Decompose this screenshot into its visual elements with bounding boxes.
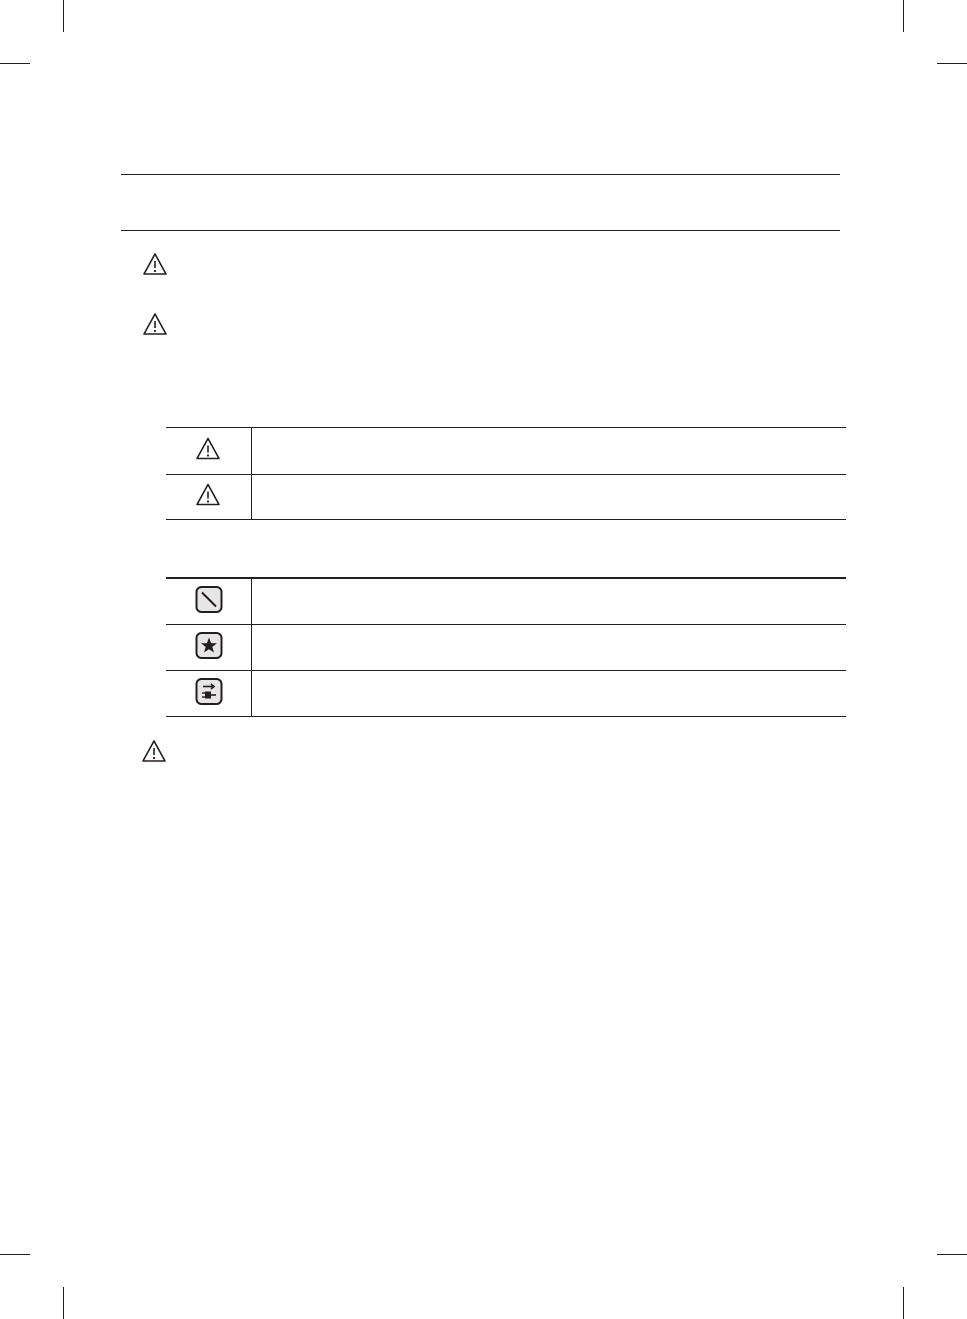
header-rule-bottom [121,230,840,231]
table-icon-cell [166,428,252,474]
table-icon-cell [166,625,252,670]
table-row [166,428,846,475]
table-row [166,475,846,520]
warning-icon [141,739,167,763]
table-row [166,625,846,671]
crop-mark-top-left [63,0,64,32]
crop-mark-bottom-left [63,1287,64,1319]
crop-mark-right-bottom [937,1254,967,1255]
warning-icon [142,312,168,336]
crop-mark-bottom-right [903,1287,904,1319]
crop-mark-top-right [903,0,904,32]
header-rule-top [121,174,840,175]
table-row [166,579,846,625]
table-row [166,671,846,717]
warning-table [166,427,846,520]
crop-mark-left-top [0,63,30,64]
crop-mark-right-top [937,63,967,64]
warning-icon [142,252,168,276]
prohibited-icon [195,585,223,618]
table-icon-cell [166,671,252,716]
table-icon-cell [166,579,252,624]
important-star-icon [195,631,223,664]
unplug-icon [195,677,223,710]
warning-icon [195,483,221,512]
table-icon-cell [166,475,252,519]
symbol-table [166,577,846,717]
crop-mark-left-bottom [0,1254,30,1255]
warning-icon [195,437,221,466]
